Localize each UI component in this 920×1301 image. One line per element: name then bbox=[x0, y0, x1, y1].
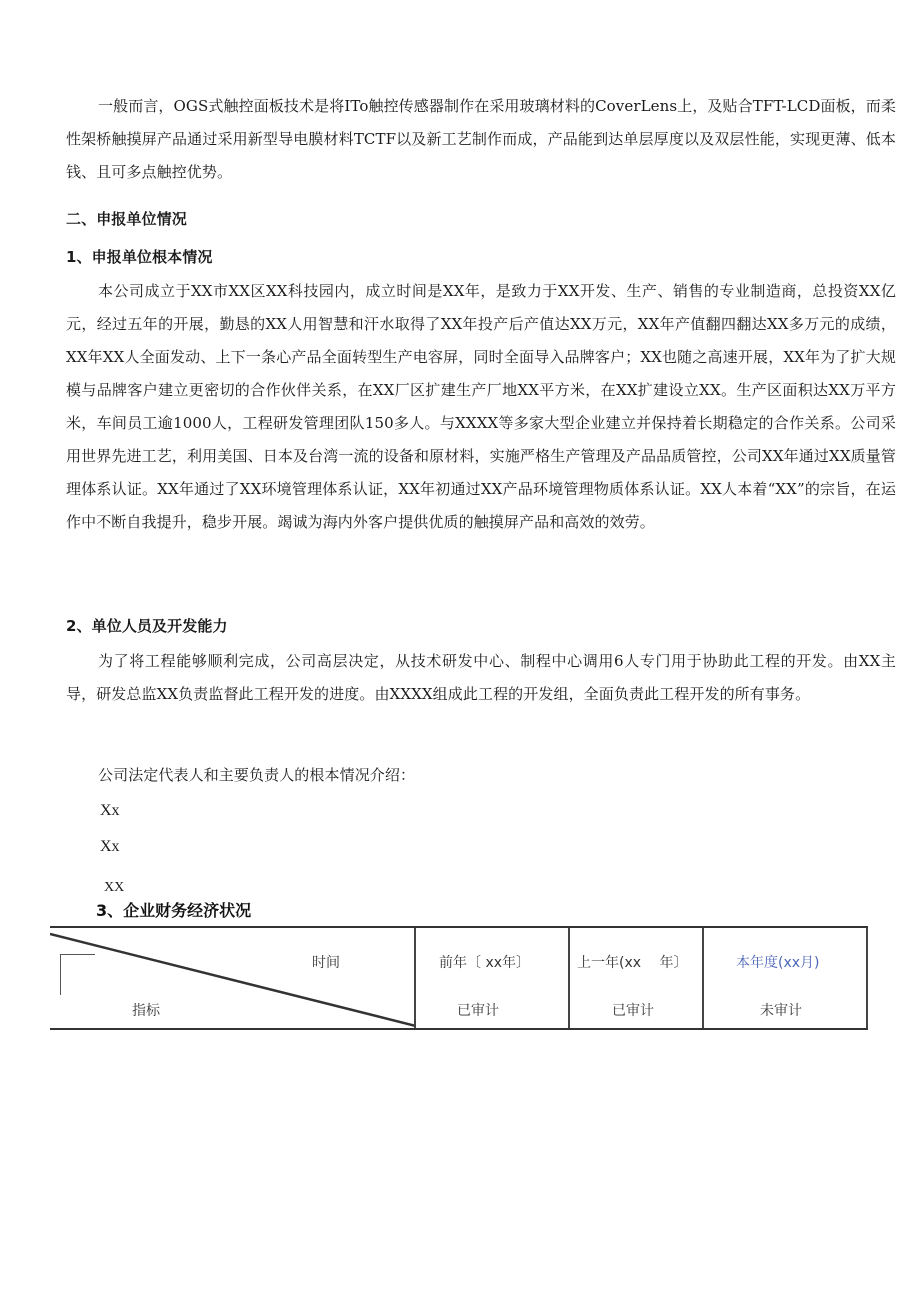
section-2-heading: 二、申报单位情况 bbox=[66, 210, 187, 228]
placeholder-line-1: Xx bbox=[100, 802, 120, 819]
header-diagonal-line bbox=[50, 928, 416, 1028]
placeholder-line-3: XX bbox=[104, 880, 125, 895]
header-indicator-label: 指标 bbox=[132, 1003, 160, 1019]
subsection-2-heading: 2、单位人员及开发能力 bbox=[66, 617, 228, 635]
col-this-year-period: 本年度(xx月) bbox=[736, 955, 820, 971]
col-prior-year-period: 前年〔 xx年〕 bbox=[439, 955, 531, 971]
col-last-year-status: 已审计 bbox=[612, 1003, 654, 1019]
col-last-year-period: 上一年(xx 年〕 bbox=[577, 955, 688, 971]
column-divider bbox=[866, 928, 868, 1028]
corner-bracket bbox=[60, 954, 95, 995]
subsection-1-heading: 1、申报单位根本情况 bbox=[66, 248, 213, 266]
col-this-year-status: 未审计 bbox=[760, 1003, 802, 1019]
col-prior-year-status: 已审计 bbox=[457, 1003, 499, 1019]
column-divider bbox=[568, 928, 570, 1028]
legal-representative-intro: 公司法定代表人和主要负责人的根本情况介绍： bbox=[98, 766, 416, 784]
intro-paragraph: 一般而言，OGS式触控面板技术是将ITo触控传感器制作在采用玻璃材料的CoverLens上，及贴合TFT-LCD面板，而柔性架桥触摸屏产品通过采用新型导电膜材料TCTF以及新工艺制作而成，产品能到达单层厚度以及双层性能，实现更薄、低本钱、且可多点触控优势。 bbox=[66, 97, 896, 181]
finance-section-title: 3、企业财务经济状况 bbox=[96, 901, 252, 920]
header-time-label: 时间 bbox=[312, 955, 340, 971]
company-overview-paragraph: 本公司成立于XX市XX区XX科技园内，成立时间是XX年，是致力于XX开发、生产、销售的专业制造商，总投资XX亿元，经过五年的开展，勤恳的XX人用智慧和汗水取得了XX年投产后产值达XX万元，XX年产值翻四翻达XX多万元的成绩，XX年XX人全面发动、上下一条心产品全面转型生产电容屏，同时全面导入品牌客户；XX也随之高速开展，XX年为了扩大规模与品牌客户建立更密切的合作伙伴关系，在XX厂区扩建生产厂地XX平方米，在XX扩建设立XX。生产区面积达XX万平方米，车间员工逾1000人，工程研发管理团队150多人。与XXXX等多家大型企业建立并保持着长期稳定的合作关系。公司采用世界先进工艺，利用美国、日本及台湾一流的设备和原材料，实施严格生产管理及产品品质管控，公司XX年通过XX质量管理体系认证。XX年通过了XX环境管理体系认证，XX年初通过XX产品环境管理物质体系认证。XX人本着“XX”的宗旨，在运作中不断自我提升，稳步开展。竭诚为海内外客户提供优质的触摸屏产品和高效的效劳。 bbox=[66, 282, 896, 531]
column-divider bbox=[702, 928, 704, 1028]
column-divider bbox=[414, 928, 416, 1028]
staff-paragraph: 为了将工程能够顺利完成，公司高层决定，从技术研发中心、制程中心调用6人专门用于协助此工程的开发。由XX主导，研发总监XX负责监督此工程开发的进度。由XXXX组成此工程的开发组，全面负责此工程开发的所有事务。 bbox=[66, 652, 896, 703]
finance-table bbox=[50, 926, 868, 1030]
placeholder-line-2: Xx bbox=[100, 838, 120, 855]
